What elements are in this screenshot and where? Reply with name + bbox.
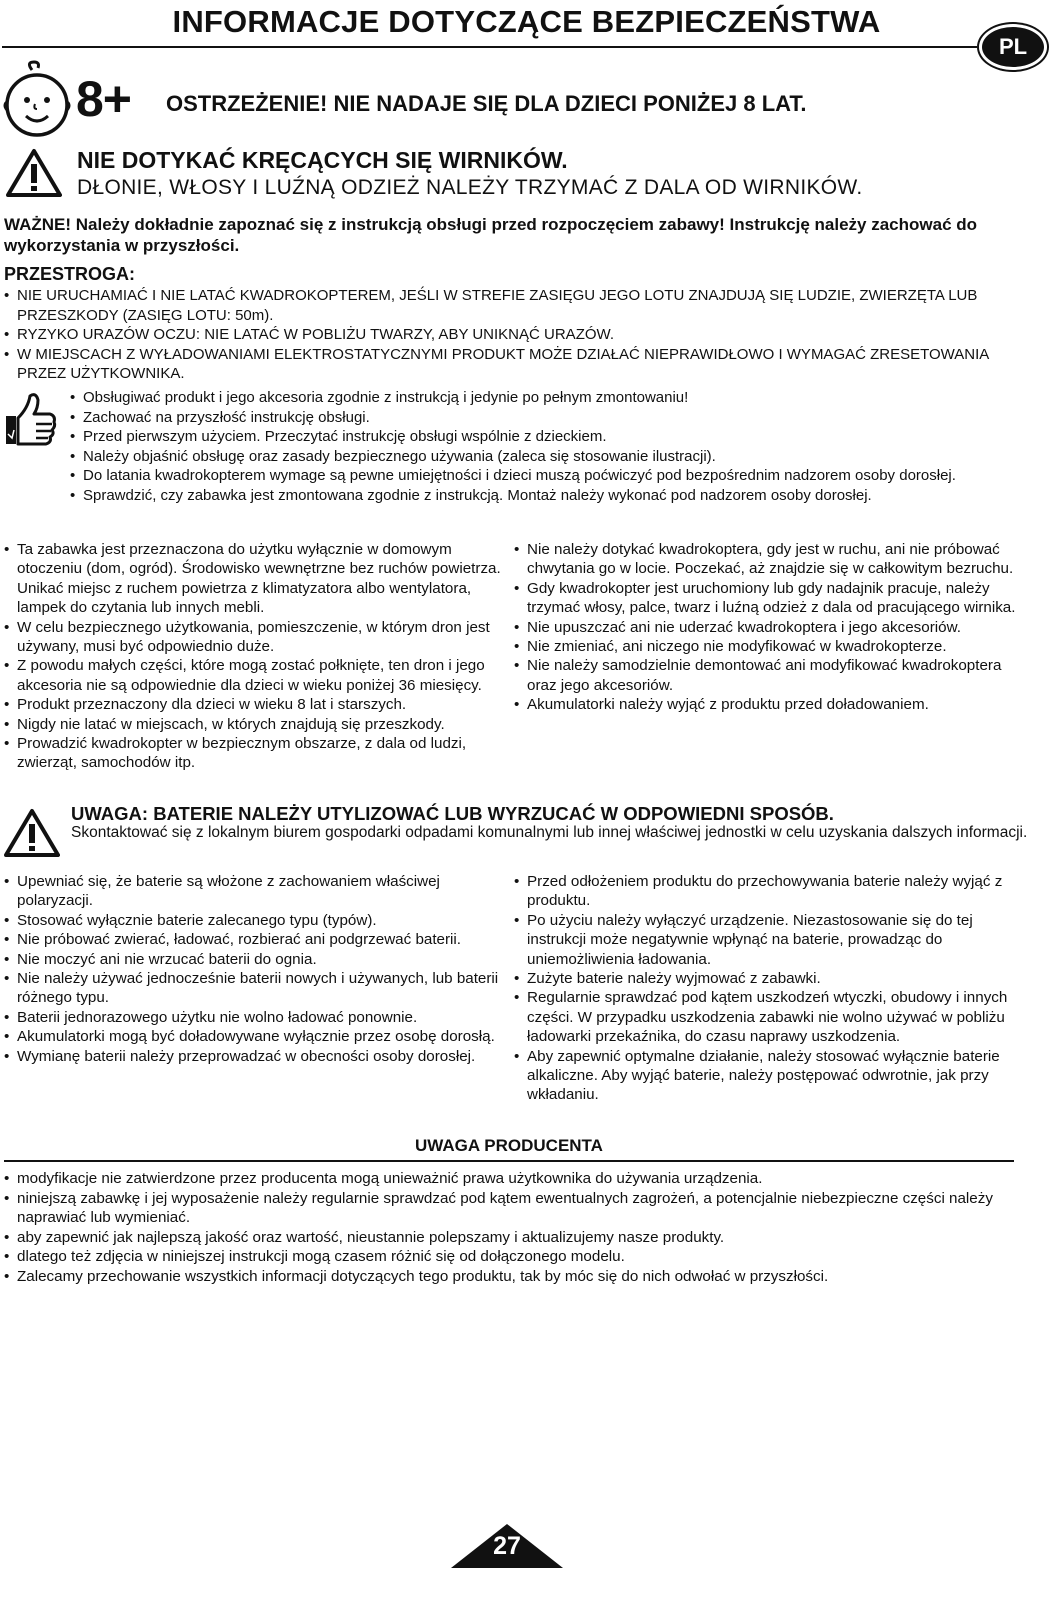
caution-item: • RYZYKO URAZÓW OCZU: NIE LATAĆ W POBLIŻU TWARZY, ABY UNIKNĄĆ URAZÓW. (4, 325, 1034, 345)
list-item: • modyfikacje nie zatwierdzone przez producenta mogą unieważnić prawa użytkownika do używania urządzenia. (4, 1169, 1034, 1189)
rotor-warning-heading: NIE DOTYKAĆ KRĘCĄCYCH SIĘ WIRNIKÓW. (77, 147, 568, 173)
title-divider (2, 46, 977, 48)
list-item: • Sprawdzić, czy zabawka jest zmontowana zgodnie z instrukcją. Montaż należy wykonać pod nadzorem osoby dorosłej. (70, 486, 1030, 506)
battery-warning-heading: UWAGA: BATERIE NALEŻY UTYLIZOWAĆ LUB WYRZUCAĆ W ODPOWIEDNI SPOSÓB. (71, 803, 834, 824)
list-item: • Nie należy dotykać kwadrokoptera, gdy jest w ruchu, ani nie próbować chwytania go w locie. Poczekać, aż znajdzie się w całkowitym bezruchu. (514, 540, 1024, 579)
list-item: • Nie należy samodzielnie demontować ani modyfikować kwadrokoptera oraz jego akcesoriów. (514, 656, 1024, 695)
page-number: 27 (493, 1532, 521, 1560)
list-item: • Wymianę baterii należy przeprowadzać w obecności osoby dorosłej. (4, 1047, 509, 1066)
battery-warning-triangle-icon (4, 808, 60, 858)
manufacturer-divider (4, 1160, 1014, 1162)
thumbs-up-icon (2, 390, 58, 448)
usage-rules-right (514, 540, 1024, 715)
battery-rules-right (514, 872, 1034, 1105)
list-item: • Stosować wyłącznie baterie zalecanego typu (typów). (4, 911, 509, 930)
list-item: • Przed odłożeniem produktu do przechowywania baterie należy wyjąć z produktu. (514, 872, 1034, 911)
list-item: • Nie próbować zwierać, ładować, rozbierać ani podgrzewać baterii. (4, 930, 509, 949)
usage-advice-list (70, 388, 1030, 505)
list-item: • Aby zapewnić optymalne działanie, należy stosować wyłącznie baterie alkaliczne. Aby wyjąć baterie, należy postępować odwrotnie, jak przy wkładaniu. (514, 1047, 1034, 1105)
language-badge: PL (982, 27, 1044, 67)
warning-triangle-icon (6, 148, 62, 198)
list-item: • Obsługiwać produkt i jego akcesoria zgodnie z instrukcją i jedynie po pełnym zmontowaniu! (70, 388, 1030, 408)
list-item: • W celu bezpiecznego użytkowania, pomieszczenie, w którym dron jest używany, musi być odpowiednio duże. (4, 618, 504, 657)
list-item: • Przed pierwszym użyciem. Przeczytać instrukcję obsługi wspólnie z dzieckiem. (70, 427, 1030, 447)
manufacturer-note-list (4, 1169, 1034, 1286)
list-item: • Zużyte baterie należy wyjmować z zabawki. (514, 969, 1034, 988)
age-warning-text: OSTRZEŻENIE! NIE NADAJE SIĘ DLA DZIECI PONIŻEJ 8 LAT. (166, 91, 807, 116)
list-item: • Gdy kwadrokopter jest uruchomiony lub gdy nadajnik pracuje, należy trzymać włosy, palce, twarz i luźną odzież z dala od pracującego wirnika. (514, 579, 1024, 618)
important-notice: WAŻNE! Należy dokładnie zapoznać się z instrukcją obsługi przed rozpoczęciem zabawy! Instrukcję należy zachować do wykorzystania w przyszłości. (4, 215, 978, 255)
manufacturer-note-heading: UWAGA PRODUCENTA (415, 1136, 603, 1155)
caution-item: • NIE URUCHAMIAĆ I NIE LATAĆ KWADROKOPTEREM, JEŚLI W STREFIE ZASIĘGU JEGO LOTU ZNAJDUJĄ SIĘ LUDZIE, ZWIERZĘTA LUB PRZESZKODY (ZASIĘG LOTU: 50m). (4, 286, 1034, 325)
list-item: • niniejszą zabawkę i jej wyposażenie należy regularnie sprawdzać pod kątem ewentualnych zagrożeń, a potencjalnie niebezpieczne części należy naprawiać lub wymieniać. (4, 1189, 1034, 1228)
list-item: • Prowadzić kwadrokopter w bezpiecznym obszarze, z dala od ludzi, zwierząt, samochodów itp. (4, 734, 504, 773)
usage-rules-left (4, 540, 504, 773)
list-item: • dlatego też zdjęcia w niniejszej instrukcji mogą czasem różnić się od dołączonego modelu. (4, 1247, 1034, 1267)
list-item: • Akumulatorki należy wyjąć z produktu przed doładowaniem. (514, 695, 1024, 714)
list-item: • Do latania kwadrokopterem wymage są pewne umiejętności i dzieci muszą poćwiczyć pod bezpośrednim nadzorem osoby dorosłej. (70, 466, 1030, 486)
caution-item: • W MIEJSCACH Z WYŁADOWANIAMI ELEKTROSTATYCZNYMI PRODUKT MOŻE DZIAŁAĆ NIEPRAWIDŁOWO I WYMAGAĆ ZRESETOWANIA PRZEZ UŻYTKOWNIKA. (4, 345, 1034, 384)
list-item: • Ta zabawka jest przeznaczona do użytku wyłącznie w domowym otoczeniu (dom, ogród). Środowisko wewnętrzne bez ruchów powietrza. Unikać miejsc z ruchem powietrza z klimatyzatora albo wentylatora, lampek do czytania lub innych mebli. (4, 540, 504, 618)
age-label: 8+ (76, 71, 132, 127)
list-item: • Regularnie sprawdzać pod kątem uszkodzeń wtyczki, obudowy i innych części. W przypadku uszkodzenia zabawki nie wolno używać w pobliżu ładowarki przekaźnika, do czasu naprawy uszkodzenia. (514, 988, 1034, 1046)
list-item: • Z powodu małych części, które mogą zostać połknięte, ten dron i jego akcesoria nie są odpowiednie dla dzieci w wieku poniżej 36 miesięcy. (4, 656, 504, 695)
list-item: • Zachować na przyszłość instrukcję obsługi. (70, 408, 1030, 428)
child-face-icon (2, 60, 72, 142)
list-item: • Należy objaśnić obsługę oraz zasady bezpiecznego używania (zaleca się stosowanie ilustracji). (70, 447, 1030, 467)
list-item: • Baterii jednorazowego użytku nie wolno ładować ponownie. (4, 1008, 509, 1027)
page-title: INFORMACJE DOTYCZĄCE BEZPIECZEŃSTWA (172, 4, 881, 39)
list-item: • Nie należy używać jednocześnie baterii nowych i używanych, lub baterii różnego typu. (4, 969, 509, 1008)
caution-heading: PRZESTROGA: (4, 264, 136, 284)
list-item: • Produkt przeznaczony dla dzieci w wieku 8 lat i starszych. (4, 695, 504, 714)
battery-rules-left (4, 872, 509, 1066)
list-item: • Upewniać się, że baterie są włożone z zachowaniem właściwej polaryzacji. (4, 872, 509, 911)
list-item: • Akumulatorki mogą być doładowywane wyłącznie przez osobę dorosłą. (4, 1027, 509, 1046)
list-item: • aby zapewnić jak najlepszą jakość oraz wartość, nieustannie polepszamy i aktualizujemy nasze produkty. (4, 1228, 1034, 1248)
list-item: • Zalecamy przechowanie wszystkich informacji dotyczących tego produktu, tak by móc się do nich odwołać w przyszłości. (4, 1267, 1034, 1287)
caution-list (4, 286, 1034, 384)
list-item: • Nigdy nie latać w miejscach, w których znajdują się przeszkody. (4, 715, 504, 734)
list-item: • Nie zmieniać, ani niczego nie modyfikować w kwadrokopterze. (514, 637, 1024, 656)
list-item: • Nie moczyć ani nie wrzucać baterii do ognia. (4, 950, 509, 969)
list-item: • Nie upuszczać ani nie uderzać kwadrokoptera i jego akcesoriów. (514, 618, 1024, 637)
list-item: • Po użyciu należy wyłączyć urządzenie. Niezastosowanie się do tej instrukcji może negatywnie wpłynąć na baterie, prowadząc do uniemożliwienia ładowania. (514, 911, 1034, 969)
battery-warning-subtext: Skontaktować się z lokalnym biurem gospodarki odpadami komunalnymi lub innej właściwej jednostki w celu uzyskania dalszych informacji. (71, 824, 1028, 841)
rotor-warning-subtext: DŁONIE, WŁOSY I LUŹNĄ ODZIEŻ NALEŻY TRZYMAĆ Z DALA OD WIRNIKÓW. (77, 176, 863, 199)
